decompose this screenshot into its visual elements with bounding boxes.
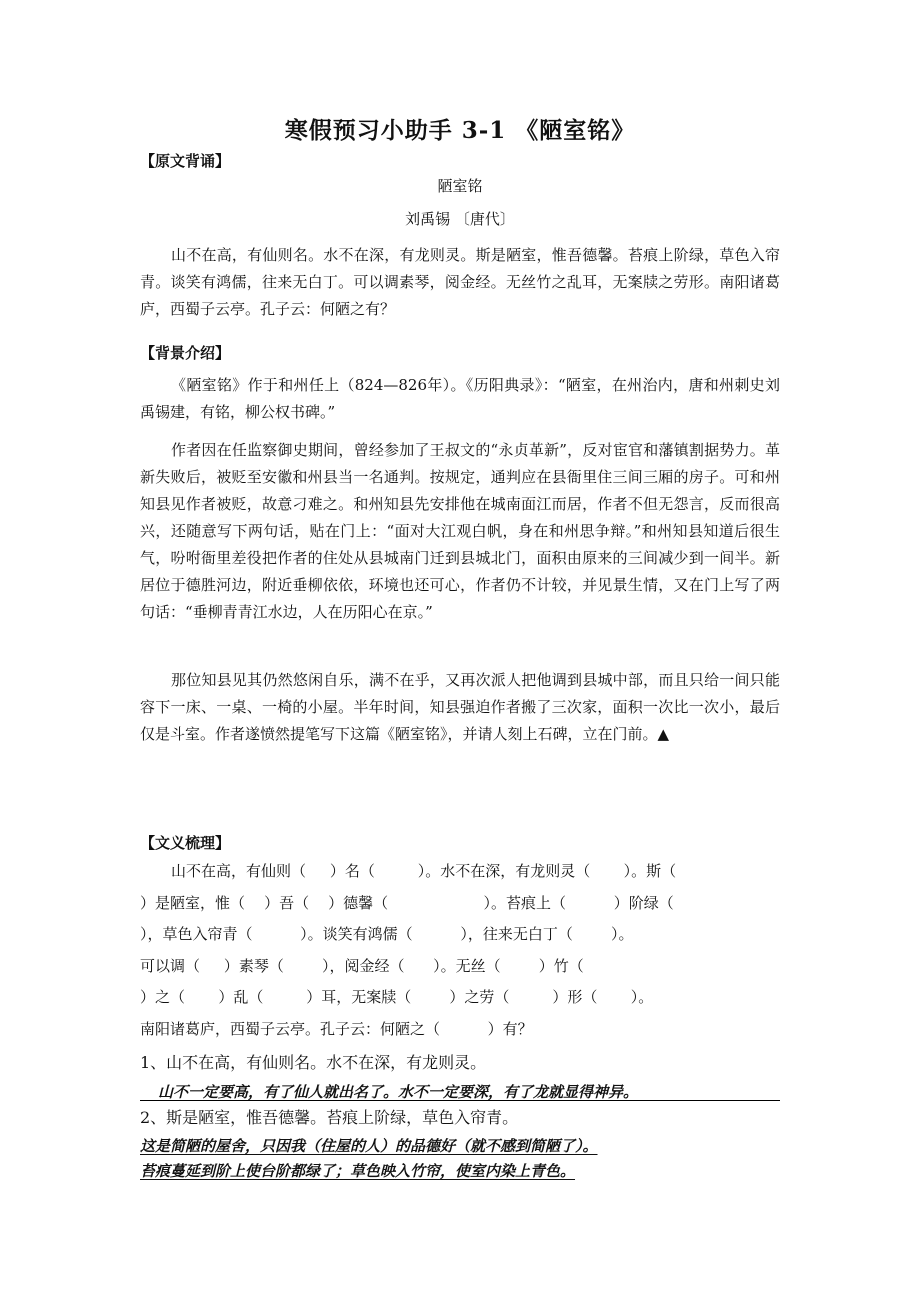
background-paragraph-1: 《陋室铭》作于和州任上（824—826年）。《历阳典录》：“陋室，在州治内，唐和州刺史刘禹锡建，有铭，柳公权书碑。” [140,376,780,421]
answer-2b: 苔痕蔓延到阶上使台阶都绿了；草色映入竹帘，使室内染上青色。 [140,1162,576,1180]
fill-line: ），草色入帘青（ ）。谈笑有鸿儒（ ），往来无白丁（ ）。 [140,925,634,943]
poem-author: 刘禹锡 〔唐代〕 [405,210,515,228]
fill-line: 南阳诸葛庐，西蜀子云亭。孔子云：何陋之（ ）有？ [140,1019,533,1038]
fill-line: 可以调（ ）素琴（ ），阅金经（ ）。无丝（ ）竹（ [140,956,584,975]
answer-2a: 这是简陋的屋舍，只因我（住屋的人）的品德好（就不感到简陋了）。 [140,1137,598,1155]
poem-text: 山不在高，有仙则名。水不在深，有龙则灵。斯是陋室，惟吾德馨。苔痕上阶绿，草色入帘青。谈笑有鸿儒，往来无白丁。可以调素琴，阅金经。无丝竹之乱耳，无案牍之劳形。南阳诸葛庐，西蜀子云亭。孔子云：何陋之有？ [140,246,780,318]
fill-line: 山不在高，有仙则（ ）名（ ）。水不在深，有龙则灵（ ）。斯（ [171,862,677,880]
background-paragraph-2: 作者因在任监察御史期间，曾经参加了王叔文的“永贞革新”，反对宦官和藩镇割据势力。革新失败后，被贬至安徽和州县当一名通判。按规定，通判应在县衙里住三间三厢的房子。可和州知县见作者被贬，故意刁难之。和州知县先安排他在城南面江而居，作者不但无怨言，反而很高兴，还随意写下两句话，贴在门上：“面对大江观白帆，身在和州思争辩。”和州知县知道后很生气，吩咐衙里差役把作者的住处从县城南门迁到县城北门，面积由原来的三间减少到一间半。新居位于德胜河边，附近垂柳依依，环境也还可心，作者仍不计较，并见景生情，又在门上写了两句话：“垂柳青青江水边，人在历阳心在京。” [140,441,780,621]
answer-1: 山不一定要高，有了仙人就出名了。水不一定要深，有了龙就显得神异。 [158,1083,639,1101]
background-paragraph-3: 那位知县见其仍然悠闲自乐，满不在乎，又再次派人把他调到县城中部，而且只给一间只能容下一床、一桌、一椅的小屋。半年时间，知县强迫作者搬了三次家，面积一次比一次小，最后仅是斗室。作者遂愤然提笔写下这篇《陋室铭》，并请人刻上石碑，立在门前。▲ [140,671,780,743]
poem-title: 陋室铭 [437,177,483,195]
question-2: 2、斯是陋室，惟吾德馨。苔痕上阶绿，草色入帘青。 [140,1108,519,1127]
section-heading-study: 【文义梳理】 [140,834,231,852]
page-title: 寒假预习小助手 3-1 《陋室铭》 [284,117,636,144]
question-1: 1、山不在高，有仙则名。水不在深，有龙则灵。 [140,1053,487,1072]
section-heading-original: 【原文背诵】 [140,152,231,170]
answer-1-underline [140,1100,780,1101]
fill-in-blank-exercise [140,856,785,1045]
fill-line: ）是陋室，惟（ ）吾（ ）德馨（ ）。苔痕上（ ）阶绿（ [140,893,674,912]
fill-line: ）之（ ）乱（ ）耳，无案牍（ ）之劳（ ）形（ ）。 [140,988,654,1006]
section-heading-background: 【背景介绍】 [140,344,231,362]
